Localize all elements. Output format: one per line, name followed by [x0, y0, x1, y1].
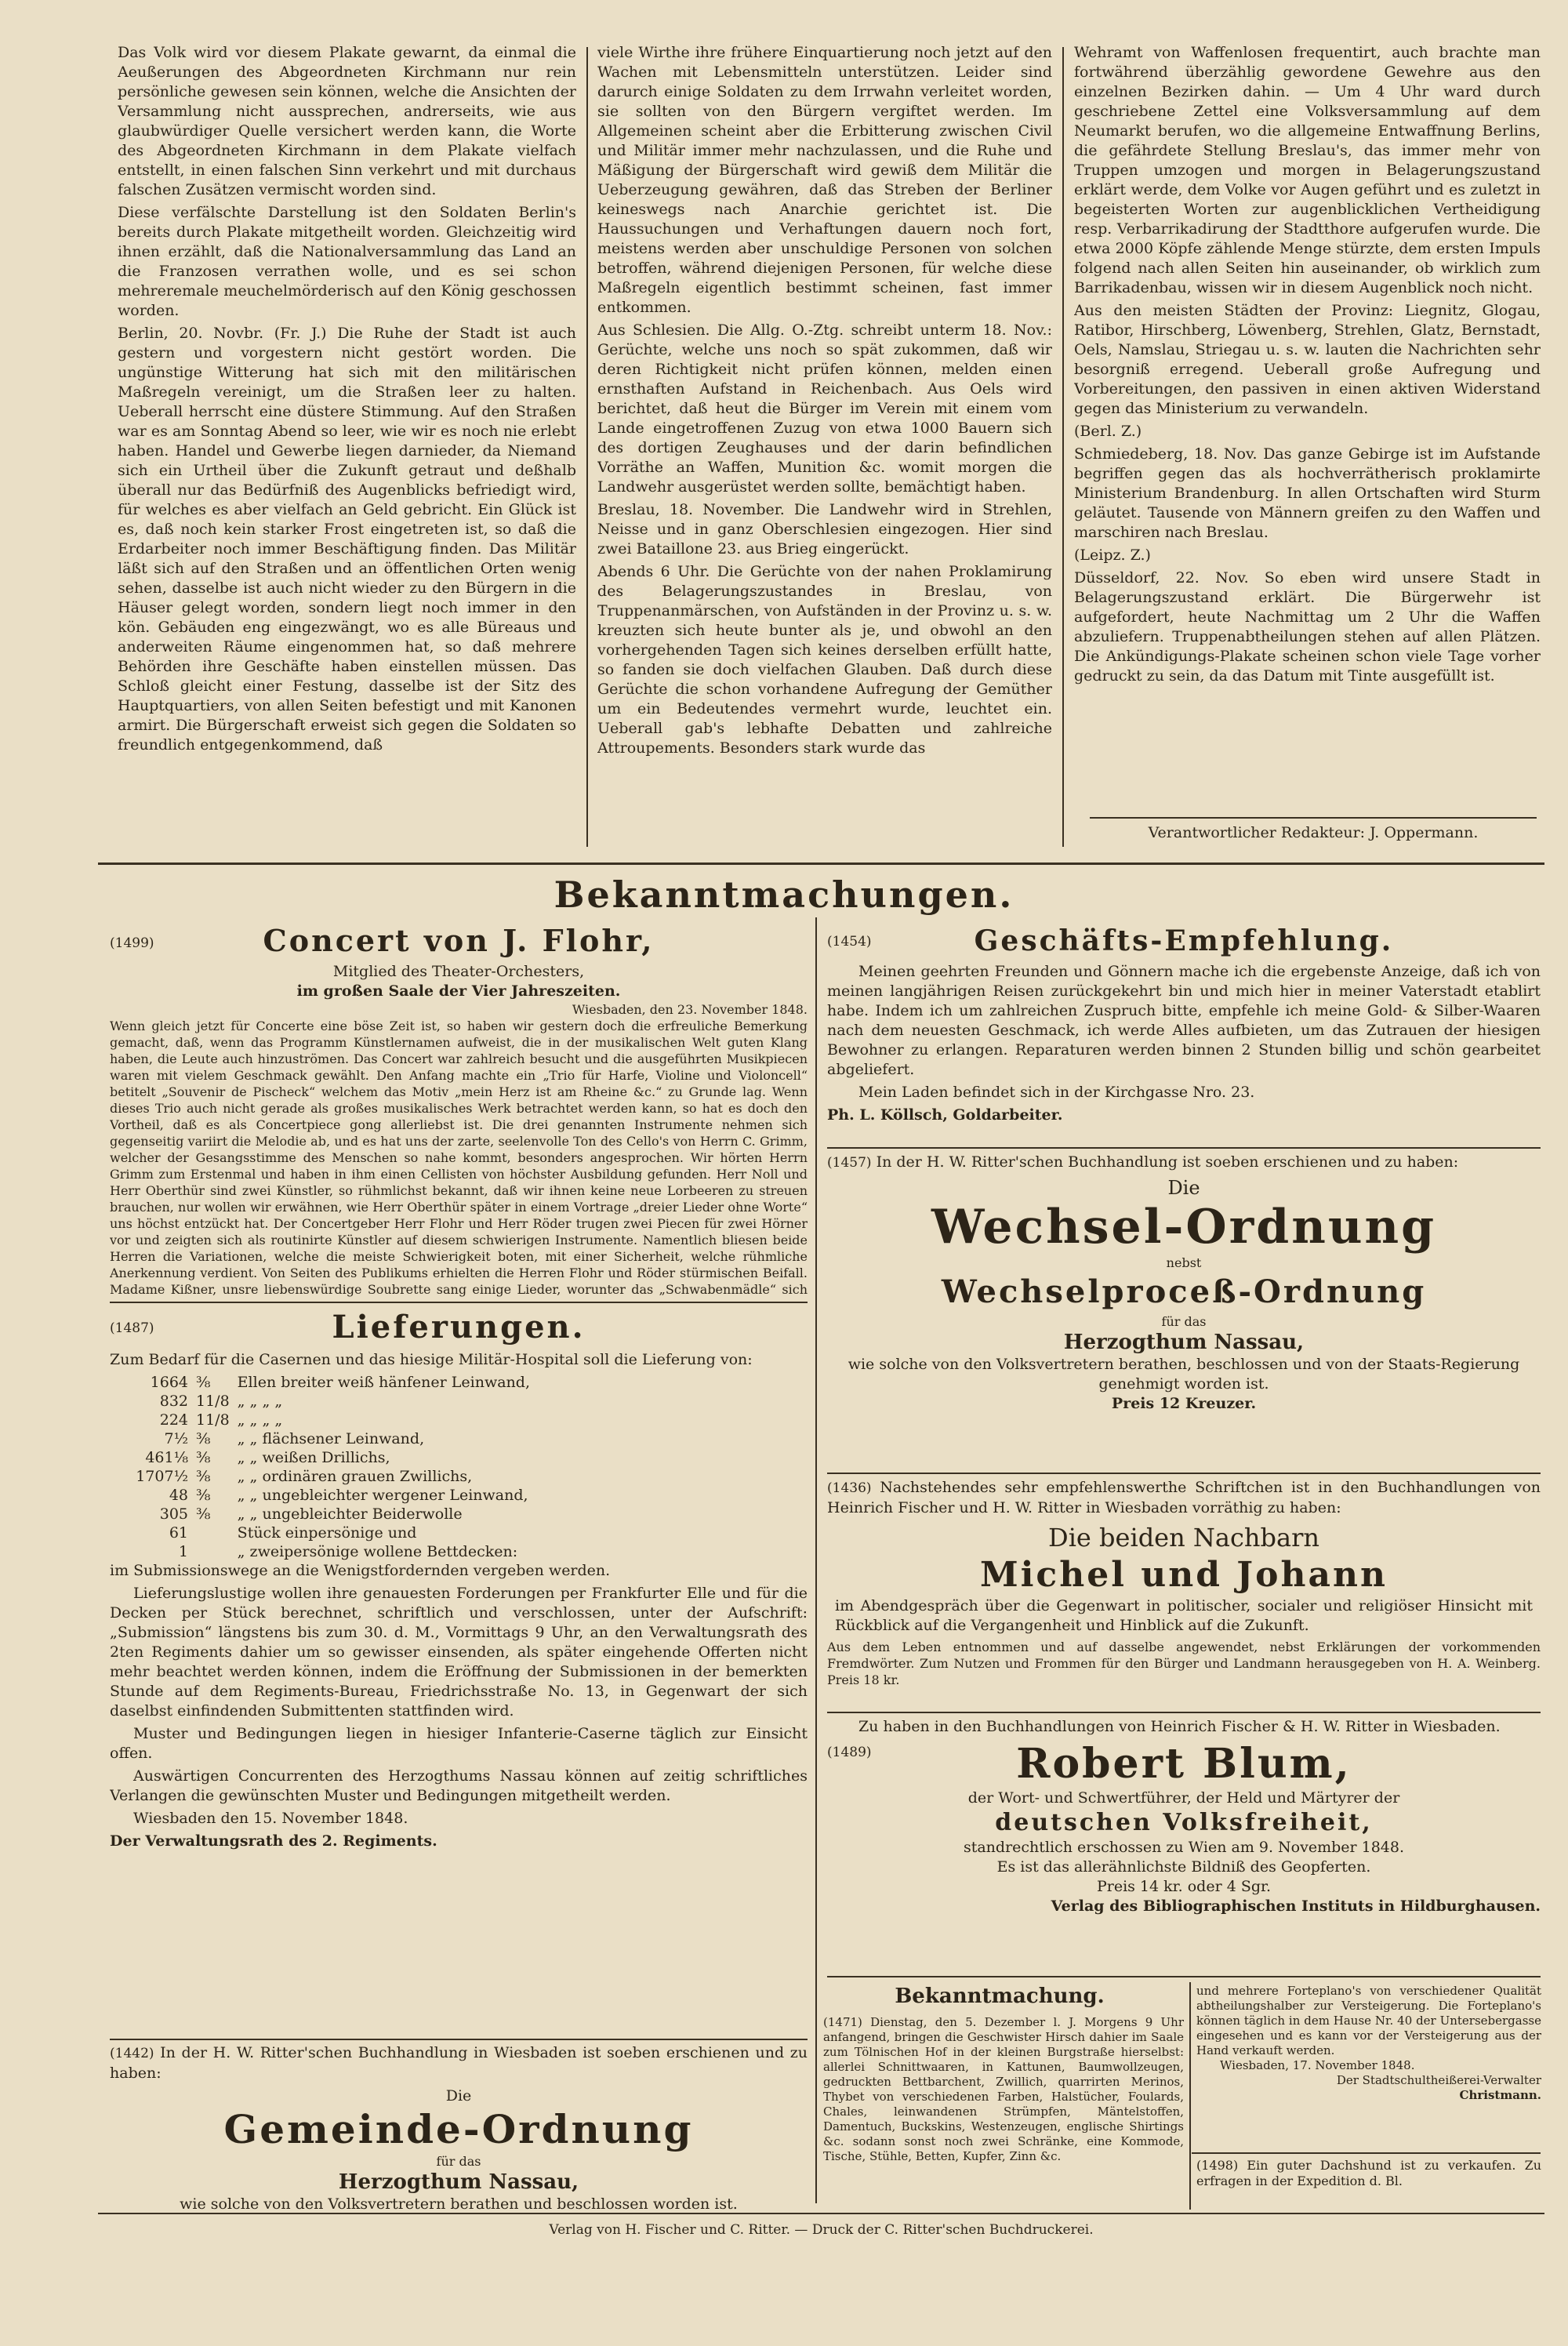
- ad-rule: [1192, 2152, 1541, 2154]
- section-rule: [98, 862, 1544, 865]
- news-paragraph: Wehramt von Waffenlosen frequentirt, auch brachte man fortwährend überzählig gewordene Gewehre aus den einzelnen Bezirken dahin. — Um 4 Uhr ward durch geschriebene Zettel eine Volksversammlung auf dem Neumarkt berufen, wo die allgemeine Entwaffnung Berlins, die gefährdete Stellung Breslau's, das immer mehr von Truppen umzogen und morgen in Belagerungszustand erklärt werde, dem Volke vor Augen geführt und es zuletzt in begeisterten Worten zur augenblicklichen Vertheidigung resp. Verbarrikadirung der Stadtthore aufgerufen wurde. Die etwa 2000 Köpfe zählende Menge stürzte, dem ersten Impuls folgend nach allen Seiten hin auseinander, ob wirklich zum Barrikadenbau, wissen wir in diesem Augenblick noch nicht.: [1074, 44, 1541, 296]
- ad-number: (1457): [827, 1155, 872, 1171]
- ad-number: (1499): [110, 935, 154, 951]
- ad-date: Wiesbaden, 17. November 1848.: [1220, 2058, 1415, 2072]
- ad-title: Geschäfts-Empfehlung.: [974, 924, 1394, 957]
- ad-nebst: nebst: [1166, 1255, 1202, 1270]
- table-row: 1707½ ⅜ „ „ ordinären grauen Zwillichs,: [136, 1468, 473, 1485]
- ad-body: Lieferungslustige wollen ihre genauesten Forderungen per Frankfurter Elle und für die Decken per Stück berechnet, schriftlich und verschlossen, unter der Aufschrift: „Submission“ längstens bis zum 30. d. M., Vormittags 9 Uhr, an den Verwaltungsrath des 2ten Regiments dahier um so gewisser einsenden, als später eingehende Offerten nicht mehr beachtet werden können, indem die Eröffnung der Submissionen in der bemerkten Stunde auf dem Regiments-Bureau, Friedrichsstraße No. 13, in Gegenwart der sich daselbst einfindenden Submittenten stattfinden wird.: [110, 1585, 808, 1720]
- ad-signature: Der Stadtschultheißerei-Verwalter: [1336, 2073, 1541, 2087]
- ad-body: Mein Laden befindet sich in der Kirchgasse Nro. 23.: [858, 1084, 1255, 1101]
- ad-intro: Zu haben in den Buchhandlungen von Heinrich Fischer & H. W. Ritter in Wiesbaden.: [858, 1718, 1501, 1735]
- news-column-1: [118, 43, 576, 847]
- column-rule: [1062, 47, 1064, 847]
- ad-lieferungen: [110, 1306, 808, 2051]
- news-paragraph: Abends 6 Uhr. Die Gerüchte von der nahen Proklamirung des Belagerungszustandes in Breslau, von Truppenanmärschen, von Aufständen in der Provinz u. s. w. kreuzten sich heute bunter als je, und obwohl an den vorhergehenden Tagen sich keines derselben erfüllt hatte, so fanden sie doch vielfachen Glauben. Daß durch diese Gerüchte die schon vorhandene Aufregung der Gemüther um ein Bedeutendes vermehrt wurde, leuchtet ein. Ueberall gab's lebhafte Debatten und zahlreiche Attroupements. Besonders stark wurde das: [597, 563, 1052, 757]
- news-source: (Leipz. Z.): [1074, 547, 1151, 564]
- ad-intro-text: In der H. W. Ritter'schen Buchhandlung ist soeben erschienen und zu haben:: [876, 1153, 1459, 1171]
- ad-subtitle: Mitglied des Theater-Orchesters,: [332, 963, 585, 980]
- section-title: Bekanntmachungen.: [554, 873, 1014, 916]
- news-column-3: [1074, 43, 1541, 851]
- ad-title-2: Wechselproceß-Ordnung: [941, 1273, 1427, 1310]
- ad-number: (1487): [110, 1320, 154, 1336]
- ad-price: Preis 14 kr. oder 4 Sgr.: [1096, 1878, 1272, 1895]
- table-row: 224 11/8 „ „ „ „: [159, 1411, 283, 1429]
- ad-subtitle: im großen Saale der Vier Jahreszeiten.: [296, 982, 621, 1000]
- ad-intro-text: Nachstehendes sehr empfehlenswerthe Schriftchen ist in den Buchhandlungen von Heinrich Fischer und H. W. Ritter in Wiesbaden vorräthig zu haben:: [827, 1479, 1541, 1516]
- table-row: 61 Stück einpersönige und: [169, 1524, 417, 1542]
- ad-rule: [827, 1712, 1541, 1713]
- ad-die: Die: [445, 2087, 472, 2104]
- ad-title-2: Michel und Johann: [980, 1555, 1388, 1595]
- ad-fuer: für das: [436, 2154, 481, 2169]
- news-paragraph: Aus Schlesien. Die Allg. O.-Ztg. schreibt unterm 18. Nov.: Gerüchte, welche uns noch so spät zukommen, daß wir deren Richtigkeit nicht prüfen können, melden einen ernsthaften Aufstand in Reichenbach. Aus Oels wird berichtet, daß heut die Bürger im Verein mit einem vom Lande eingetroffenen Zuzug von etwa 1000 Bauern sich des dortigen Zeughauses und der darin befindlichen Vorräthe an Waffen, Munition &c. womit morgen die Landwehr ausgerüstet werden sollte, bemächtigt haben.: [597, 321, 1052, 496]
- ad-wechsel-ordnung: [827, 1153, 1541, 1466]
- ad-title: Wechsel-Ordnung: [931, 1200, 1437, 1255]
- ad-fuer: für das: [1161, 1314, 1207, 1329]
- footer-rule: [98, 2213, 1544, 2214]
- ad-subtitle: Es ist das allerähnlichste Bildniß des Geopferten.: [996, 1858, 1371, 1876]
- ad-publisher: Verlag des Bibliographischen Instituts in Hildburghausen.: [1051, 1898, 1541, 1915]
- table-row: 1 „ zweipersönige wollene Bettdecken:: [178, 1543, 518, 1560]
- table-row: 832 11/8 „ „ „ „: [159, 1393, 283, 1410]
- ad-land: Herzogthum Nassau,: [338, 2170, 579, 2194]
- ad-text: und mehrere Forteplano's von verschiedener Qualität abtheilungshalber zur Versteigerung. Die Forteplano's können täglich in dem Hause Nr. 40 der Untersebergasse eingesehen und es kann vor der Versteigerung aus der Hand verkauft werden.: [1196, 1984, 1541, 2057]
- ad-michel-johann: [827, 1478, 1541, 1705]
- table-row: 7½ ⅜ „ „ flächsener Leinwand,: [164, 1430, 425, 1447]
- ad-signature: Christmann.: [1459, 2088, 1541, 2102]
- ad-intro: [827, 1153, 1541, 1173]
- ad-rule: [110, 2039, 808, 2040]
- ad-intro: [827, 1478, 1541, 1518]
- ad-title: Die beiden Nachbarn: [1048, 1523, 1319, 1552]
- news-paragraph: viele Wirthe ihre frühere Einquartierung noch jetzt auf den Wachen mit Lebensmitteln unterstützen. Leider sind darurch einige Soldaten zu dem Irrwahn verleitet worden, sie sollten von den Bürgern vergiftet werden. Im Allgemeinen scheint aber die Erbitterung zwischen Civil und Militär immer mehr nachzulassen, und die Ruhe und Mäßigung der Bürgerschaft wird gewiß dem Militär die Ueberzeugung gewähren, daß das Streben der Berliner keineswegs nach Anarchie gerichtet ist. Die Haussuchungen und Verhaftungen dauern noch fort, meistens werden aber unschuldige Personen von solchen betroffen, während diejenigen Personen, für welche diese Maßregeln eigentlich bestimmt scheinen, fast immer entkommen.: [597, 44, 1052, 316]
- editor-rule: [1090, 817, 1537, 819]
- ad-intro-text: In der H. W. Ritter'schen Buchhandlung in Wiesbaden ist soeben erschienen und zu haben:: [110, 2044, 808, 2082]
- news-paragraph: Schmiedeberg, 18. Nov. Das ganze Gebirge ist im Aufstande begriffen gegen das als hochverrätherisch proklamirte Ministerium Brandenburg. In allen Ortschaften wird Sturm geläutet. Tausende von Männern greifen zu den Waffen und marschiren nach Breslau.: [1074, 445, 1541, 541]
- ad-body: im Submissionswege an die Wenigstfordernden vergeben werden.: [110, 1562, 611, 1579]
- news-paragraph: Das Volk wird vor diesem Plakate gewarnt, da einmal die Aeußerungen des Abgeordneten Kirchmann nur rein persönliche gewesen sein können, welche die Ansichten der Versammlung nicht aussprechen, andrerseits, wie aus glaubwürdiger Quelle versichert werden kann, die Worte des Abgeordneten Kirchmann in dem Plakate vielfach entstellt, in einen falschen Sinn verkehrt und mit durchaus falschen Zusätzen vermischt worden sind.: [118, 44, 576, 198]
- table-row: 305 ⅜ „ „ ungebleichter Beiderwolle: [159, 1505, 463, 1523]
- ad-number: (1442): [110, 2046, 154, 2061]
- ad-body: Auswärtigen Concurrenten des Herzogthums Nassau können auf zeitig schriftliches Verlangen die gewünschten Muster und Bedingungen mitgetheilt werden.: [110, 1767, 808, 1804]
- ad-intro: [110, 2043, 808, 2083]
- ad-signature: Ph. L. Köllsch, Goldarbeiter.: [827, 1106, 1063, 1124]
- ad-date: Wiesbaden, den 23. November 1848.: [572, 1002, 808, 1017]
- ad-title: Concert von J. Flohr,: [263, 923, 655, 958]
- ad-body: Muster und Bedingungen liegen in hiesiger Infanterie-Caserne täglich zur Einsicht offen.: [110, 1725, 808, 1762]
- ad-date: Wiesbaden den 15. November 1848.: [133, 1810, 408, 1827]
- ad-rule: [827, 1473, 1541, 1474]
- ad-number: (1489): [827, 1745, 872, 1760]
- ad-rule: [827, 1976, 1541, 1977]
- news-column-2: [597, 43, 1052, 847]
- ad-subtitle: deutschen Volksfreiheit,: [995, 1809, 1373, 1836]
- ad-body-left: (1471) Dienstag, den 5. Dezember l. J. Morgens 9 Uhr anfangend, bringen die Geschwister Hirsch dahier im Saale zum Tölnischen Hof in der kleinen Burgstraße hierselbst: allerlei Schnittwaaren, in Kattunen, Baumwollzeugen, gedruckten Bettbarchent, Zwillich, quarrirten Merinos, Thybet von verschiedenen Farben, Halstücher, Foulards, Chales, leinwandenen Strümpfen, Mäntelstoffen, Damentuch, Buckskins, Westenzeugen, englische Shirtings &c. sodann sonst noch zwei Schränke, eine Kommode, Tische, Stühle, Betten, Kupfer, Zinn &c.: [823, 2015, 1184, 2163]
- ad-body-right: [1196, 1984, 1541, 2148]
- ad-desc: im Abendgespräch über die Gegenwart in politischer, socialer und religiöser Hinsicht mit Rückblick auf die Vergangenheit und Hinblick auf die Zukunft.: [835, 1597, 1533, 1634]
- ad-land: Herzogthum Nassau,: [1063, 1331, 1305, 1354]
- ad-title: Bekanntmachung.: [895, 1985, 1105, 2008]
- ad-geschaefts-empfehlung: [827, 921, 1541, 1141]
- table-row: 1664 ⅜ Ellen breiter weiß hänfener Leinwand,: [150, 1374, 530, 1391]
- footer-imprint: Verlag von H. Fischer und C. Ritter. — Druck der C. Ritter'schen Buchdruckerei.: [549, 2222, 1094, 2238]
- ad-subtitle: standrechtlich erschossen zu Wien am 9. November 1848.: [963, 1839, 1405, 1856]
- news-paragraph: Aus den meisten Städten der Provinz: Liegnitz, Glogau, Ratibor, Hirschberg, Löwenberg, Strehlen, Glatz, Bernstadt, Oels, Namslau, Striegau u. s. w. lauten die Nachrichten sehr besorgniß erregend. Ueberall große Aufregung und Vorbereitungen, den passiven in einen aktiven Widerstand gegen das Ministerium zu verwandeln.: [1074, 302, 1541, 417]
- ad-concert: [110, 921, 808, 1298]
- news-source: (Berl. Z.): [1074, 423, 1142, 440]
- ad-subtitle: der Wort- und Schwertführer, der Held und Märtyrer der: [967, 1789, 1400, 1807]
- ad-gemeinde-ordnung: [110, 2043, 808, 2212]
- table-row: 461⅛ ⅜ „ „ weißen Drillichs,: [145, 1449, 390, 1466]
- table-row: 48 ⅜ „ „ ungebleichter wergener Leinwand,: [169, 1487, 528, 1504]
- ad-body: Meinen geehrten Freunden und Gönnern mache ich die ergebenste Anzeige, daß ich von meinen langjährigen Reisen zurückgekehrt bin und mich hier in meiner Vaterstadt etablirt habe. Indem ich um zahlreichen Zuspruch bitte, empfehle ich meine Gold- & Silber-Waaren nach dem neuesten Geschmack, ich werde Alles aufbieten, um das Zutrauen der hiesigen Bewohner zu erlangen. Reparaturen werden binnen 2 Stunden billig und schön gearbeitet abgeliefert.: [827, 963, 1541, 1078]
- delivery-table: [125, 1373, 538, 1561]
- ad-robert-blum: [827, 1717, 1541, 1968]
- ad-desc: wie solche von den Volksvertretern berathen, beschlossen und von der Staats-Regierung genehmigt worden ist.: [848, 1356, 1520, 1393]
- ad-body: Aus dem Leben entnommen und auf dasselbe angewendet, nebst Erklärungen der vorkommenden Fremdwörter. Zum Nutzen und Frommen für den Bürger und Landmann herausgegeben von H. A. Weinberg. Preis 18 kr.: [827, 1640, 1541, 1687]
- ad-dachshund: (1498) Ein guter Dachshund ist zu verkaufen. Zu erfragen in der Expedition d. Bl.: [1196, 2158, 1541, 2188]
- ad-rule: [110, 1302, 808, 1303]
- ad-intro: Zum Bedarf für die Casernen und das hiesige Militär-Hospital soll die Lieferung von:: [110, 1351, 753, 1368]
- ad-number: (1436): [827, 1480, 872, 1496]
- ad-desc: wie solche von den Volksvertretern berathen und beschlossen worden ist.: [180, 2195, 738, 2212]
- column-rule: [586, 47, 588, 847]
- ad-number: (1454): [827, 934, 872, 950]
- ad-title: Lieferungen.: [332, 1309, 586, 1346]
- ad-price: Preis 12 Kreuzer.: [1111, 1395, 1257, 1412]
- ad-die: Die: [1167, 1177, 1200, 1199]
- news-paragraph: Diese verfälschte Darstellung ist den Soldaten Berlin's bereits durch Plakate mitgetheilt worden. Gleichzeitig wird ihnen erzählt, daß die Nationalversammlung das Land an die Franzosen verrathen wolle, und es sei schon mehreremale meuchelmörderisch auf den König geschossen worden.: [118, 204, 576, 319]
- editor-line: Verantwortlicher Redakteur: J. Oppermann.: [1148, 824, 1479, 841]
- news-paragraph: Berlin, 20. Novbr. (Fr. J.) Die Ruhe der Stadt ist auch gestern und vorgestern nicht gestört worden. Die ungünstige Witterung hat sich mit den militärischen Maßregeln vereinigt, um die Straßen leer zu halten. Ueberall herrscht eine düstere Stimmung. Auf den Straßen war es am Sonntag Abend so leer, wie wir es noch nie erlebt haben. Handel und Gewerbe liegen darnieder, da Niemand sich ein Urtheil über die Zukunft getraut und deßhalb überall nur das Bedürfniß des Augenblicks befriedigt wird, für welches es aber vielfach an Geld gebricht. Ein Glück ist es, daß noch kein starker Frost eingetreten ist, so daß die Erdarbeiter noch immer Beschäftigung finden. Das Militär läßt sich auf den Straßen und an öffentlichen Orten wenig sehen, dasselbe ist auch nicht wieder zu den Bürgern in die Häuser gelegt worden, sondern liegt noch immer in den kön. Gebäuden eng eingezwängt, wo es alle Büreaus und anderweiten Räume eingenommen hat, so daß mehrere Behörden ihre Geschäfte haben einstellen müssen. Das Schloß gleicht einer Festung, dasselbe ist der Sitz des Hauptquartiers, von allen Seiten befestigt und mit Kanonen armirt. Die Bürgerschaft erweist sich gegen die Soldaten so freundlich entgegenkommend, daß: [118, 325, 576, 754]
- ad-title: Gemeinde-Ordnung: [223, 2106, 694, 2152]
- ad-signature: Der Verwaltungsrath des 2. Regiments.: [110, 1832, 437, 1850]
- ad-rule: [827, 1147, 1541, 1149]
- news-paragraph: Düsseldorf, 22. Nov. So eben wird unsere Stadt in Belagerungszustand erklärt. Die Bürgerwehr ist aufgefordert, heute Nachmittag um 2 Uhr die Waffen abzuliefern. Truppenabtheilungen stehen auf allen Plätzen. Die Ankündigungs-Plakate scheinen schon viele Tage vorher gedruckt zu sein, da das Datum mit Tinte ausgefüllt ist.: [1074, 569, 1541, 685]
- column-rule: [1189, 1982, 1191, 2210]
- ad-title: Robert Blum,: [1016, 1740, 1352, 1788]
- ad-body: Wenn gleich jetzt für Concerte eine böse Zeit ist, so haben wir gestern doch die erfreuliche Bemerkung gemacht, daß, wenn das Programm Künstlernamen aufweist, die in der musikalischen Welt guten Klang haben, die Leute auch hinzuströmen. Das Concert war zahlreich besucht und die ausgeführten Musikpiecen waren mit vielem Geschmack gewählt. Den Anfang machte ein „Trio für Harfe, Violine und Violoncell“ betitelt „Souvenir de Pischeck“ welchem das Motiv „mein Herz ist am Rheine &c.“ zu Grunde lag. Wenn dieses Trio auch nicht gerade als großes musikalisches Werk betrachtet werden kann, so hat es doch den Vortheil, daß es als Concertpiece gong allerliebst ist. Die drei genannten Instrumente nehmen sich gegenseitig variirt die Melodie ab, und es hat uns der zarte, seelenvolle Ton des Cello's von Herrn C. Grimm, welcher der Gesangsstimme des Menschen so nahe kommt, besonders angesprochen. Wir hörten Herrn Grimm zum Erstenmal und haben in ihm einen Cellisten von höchster Ausbildung gefunden. Herr Noll und Herr Oberthür sind zwei Künstler, so rühmlichst bekannt, daß wir ihnen keine neue Lorbeeren zu streuen brauchen, nur wollen wir erwähnen, wie Herr Oberthür später in einem Vortrage „dreier Lieder ohne Worte“ uns höchst entzückt hat. Der Concertgeber Herr Flohr und Herr Röder trugen zwei Piecen für zwei Hörner vor und zeigten sich als routinirte Künstler auf diesem schwierigen Instrumente. Namentlich bliesen beide Herren die Variationen, welche die meiste Schwierigkeit boten, mit einer Sicherheit, welche rühmliche Anerkennung verdient. Von Seiten des Publikums erhielten die Herren Flohr und Röder stürmischen Beifall. Madame Kißner, unsre liebenswürdige Soubrette sang einige Lieder, worunter das „Schwabenmädle“ sich: [110, 1019, 808, 1297]
- news-paragraph: Breslau, 18. November. Die Landwehr wird in Strehlen, Neisse und in ganz Oberschlesien eingezogen. Hier sind zwei Bataillone 23. aus Brieg eingerückt.: [597, 501, 1052, 557]
